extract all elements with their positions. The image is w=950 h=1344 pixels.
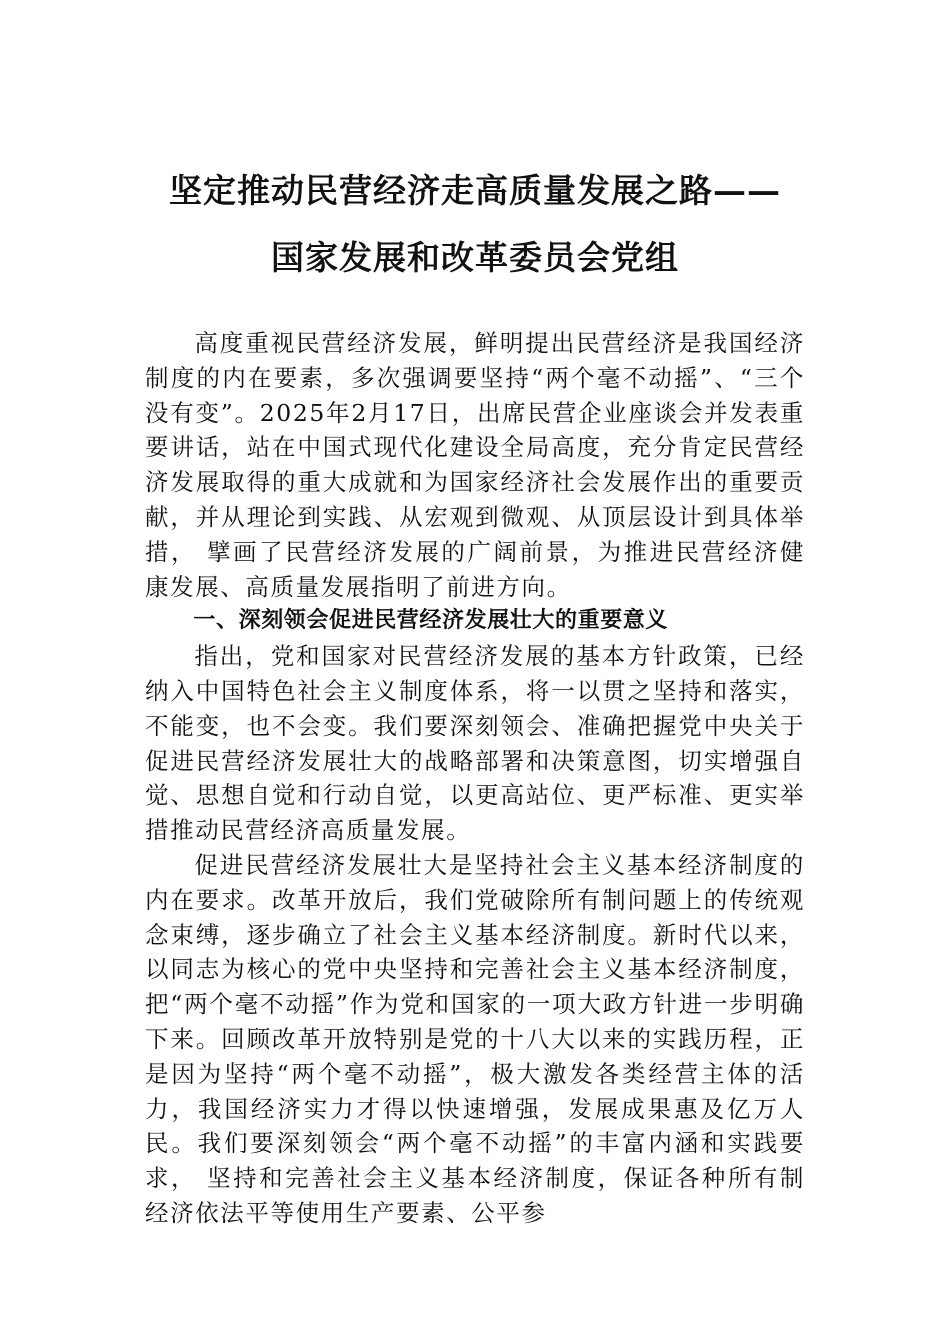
paragraph-intro: 高度重视民营经济发展，鲜明提出民营经济是我国经济制度的内在要素，多次强调要坚持“两个毫不动摇”、“三个没有变”。2025年2月17日，出席民营企业座谈会并发表重要讲话，站在中国式现代化建设全局高度，充分肯定民营经济发展取得的重大成就和为国家经济社会发展作出的重要贡献，并从理论到实践、从宏观到微观、从顶层设计到具体举措， 擘画了民营经济发展的广阔前景，为推进民营经济健康发展、高质量发展指明了前进方向。 xyxy=(145,329,805,601)
paragraph-section1-b: 促进民营经济发展壮大是坚持社会主义基本经济制度的内在要求。改革开放后，我们党破除所有制问题上的传统观念束缚，逐步确立了社会主义基本经济制度。新时代以来，以同志为核心的党中央坚持和完善社会主义基本经济制度，把“两个毫不动摇”作为党和国家的一项大政方针进一步明确下来。回顾改革开放特别是党的十八大以来的实践历程，正是因为坚持“两个毫不动摇”，极大激发各类经营主体的活力，我国经济实力才得以快速增强，发展成果惠及亿万人民。我们要深刻领会“两个毫不动摇”的丰富内涵和实践要求， 坚持和完善社会主义基本经济制度，保证各种所有制经济依法平等使用生产要素、公平参 xyxy=(145,850,805,1227)
paragraph-section1-a: 指出，党和国家对民营经济发展的基本方针政策，已经纳入中国特色社会主义制度体系，将一以贯之坚持和落实，不能变，也不会变。我们要深刻领会、准确把握党中央关于促进民营经济发展壮大的战略部署和决策意图，切实增强自觉、思想自觉和行动自觉，以更高站位、更严标准、更实举措推动民营经济高质量发展。 xyxy=(145,642,805,845)
document-title-line-1: 坚定推动民营经济走高质量发展之路—— xyxy=(169,171,781,210)
section-heading-1: 一、深刻领会促进民营经济发展壮大的重要意义 xyxy=(193,608,668,634)
document-body xyxy=(145,326,805,1231)
document-title-line-2: 国家发展和改革委员会党组 xyxy=(271,238,679,277)
